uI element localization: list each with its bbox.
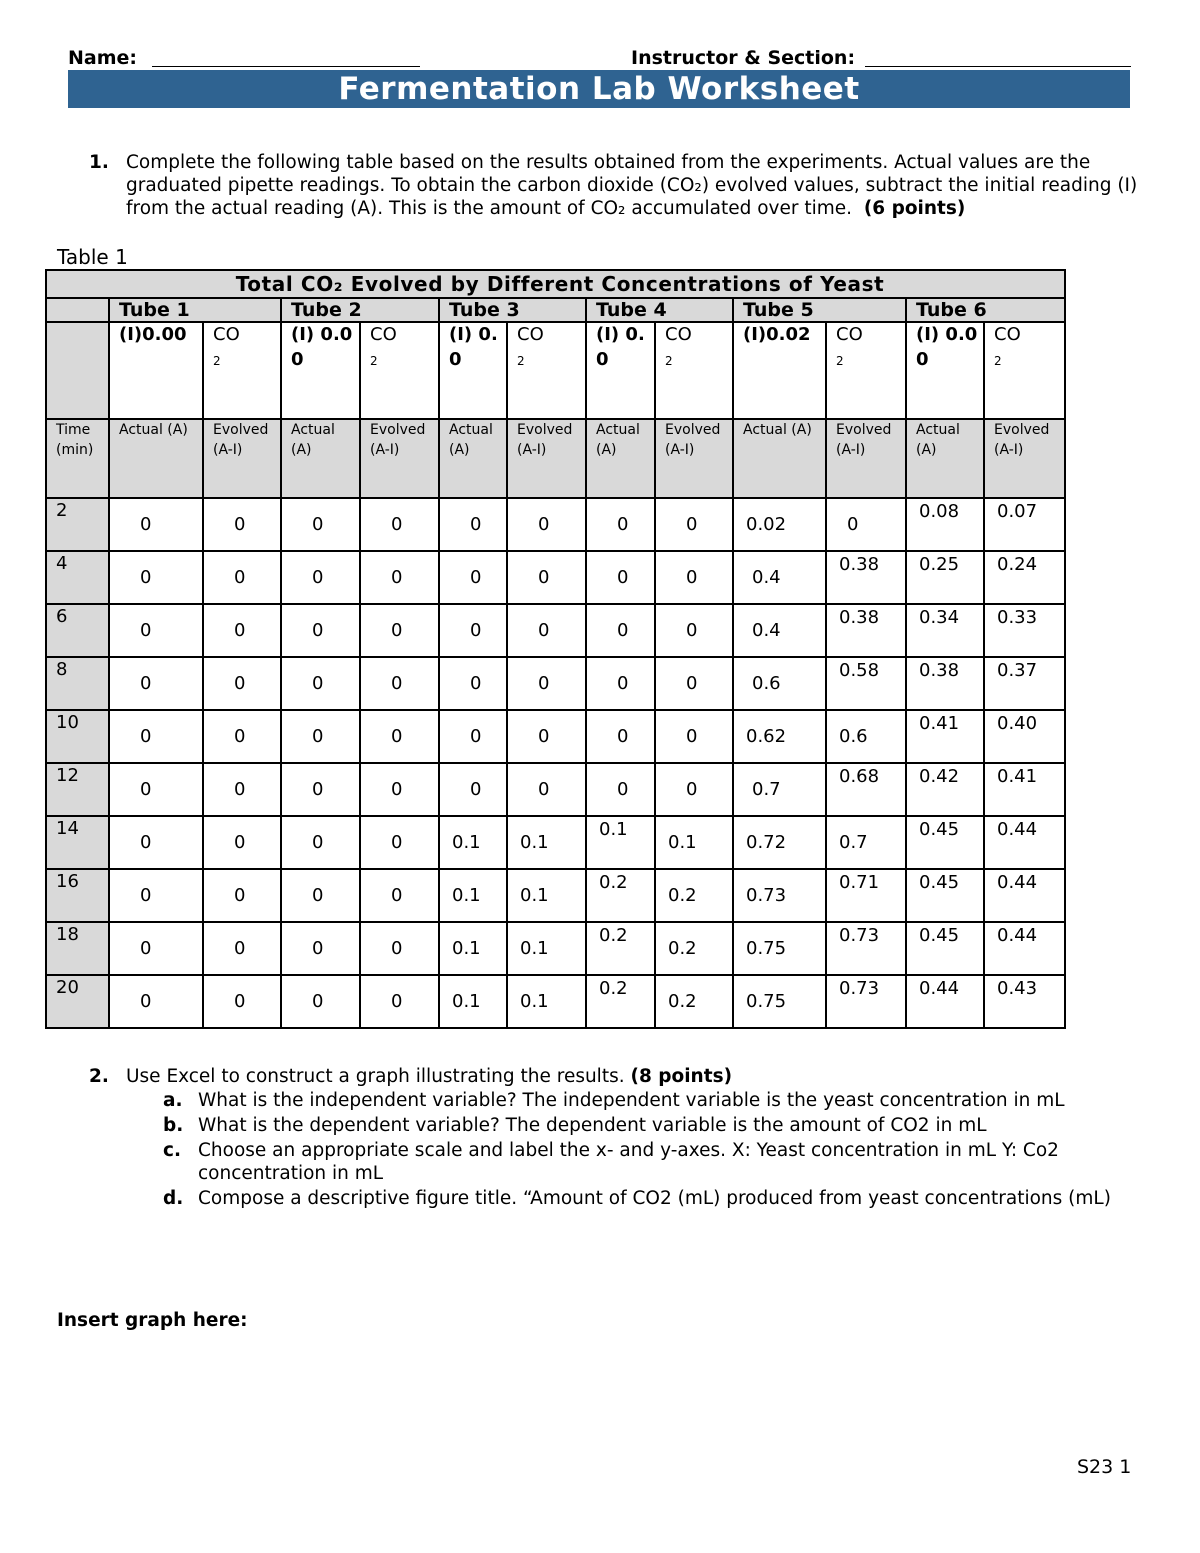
item-letter: d.: [163, 1188, 184, 1209]
value-cell[interactable]: 0.45: [906, 816, 984, 869]
value-cell[interactable]: 0.25: [906, 551, 984, 604]
value-cell[interactable]: 0: [655, 710, 733, 763]
time-cell: 12: [46, 763, 109, 816]
question-1-points: (6 points): [863, 198, 966, 219]
co-label: CO: [994, 324, 1021, 345]
value-cell[interactable]: 0.38: [906, 657, 984, 710]
value-cell[interactable]: 0.42: [906, 763, 984, 816]
time-cell: 18: [46, 922, 109, 975]
value-cell[interactable]: 0.45: [906, 869, 984, 922]
tube-3-co2-header: [507, 322, 586, 419]
tube-header-blank: [46, 298, 109, 322]
co-label: CO: [836, 324, 863, 345]
initial-value: (I)0.02: [743, 324, 811, 345]
header-line: [68, 45, 1130, 69]
tube-5-co2-header: [826, 322, 906, 419]
item-letter: c.: [163, 1140, 181, 1161]
value-cell[interactable]: 0.1: [507, 869, 586, 922]
value-cell[interactable]: 0.73: [826, 922, 906, 975]
value-cell[interactable]: 0.73: [826, 975, 906, 1028]
tube-2-evolved-label: Evolved (A-I): [360, 419, 439, 498]
value-cell[interactable]: 0.07: [984, 498, 1065, 551]
value-cell[interactable]: 0: [203, 922, 281, 975]
value-cell[interactable]: 0.44: [984, 922, 1065, 975]
item-text: Compose a descriptive figure title. “Amount of CO2 (mL) produced from yeast concentrations (mL): [198, 1188, 1111, 1209]
value-cell[interactable]: 0.2: [655, 869, 733, 922]
value-cell[interactable]: 0.75: [733, 975, 826, 1028]
value-cell[interactable]: 0: [109, 869, 203, 922]
value-cell[interactable]: 0: [203, 763, 281, 816]
value-cell[interactable]: 0: [109, 604, 203, 657]
value-cell[interactable]: 0: [826, 498, 906, 551]
tube-6-header: Tube 6: [906, 298, 1065, 322]
value-cell[interactable]: 0: [439, 657, 507, 710]
value-cell[interactable]: 0.62: [733, 710, 826, 763]
table-row: [46, 975, 1065, 1028]
initial-value: (I) 0.00: [916, 324, 978, 370]
value-cell[interactable]: 0: [109, 551, 203, 604]
initial-value: (I)0.00: [119, 324, 187, 345]
value-cell[interactable]: 0: [586, 551, 655, 604]
tube-1-initial: [109, 322, 203, 419]
co-label: CO: [665, 324, 692, 345]
value-cell[interactable]: 0: [360, 710, 439, 763]
value-cell[interactable]: 0: [109, 657, 203, 710]
value-cell[interactable]: 0: [281, 816, 360, 869]
tube-2-header: Tube 2: [281, 298, 439, 322]
tube-2-initial: [281, 322, 360, 419]
value-cell[interactable]: 0.72: [733, 816, 826, 869]
value-cell[interactable]: 0: [203, 551, 281, 604]
value-cell[interactable]: 0: [507, 710, 586, 763]
tube-4-co2-header: [655, 322, 733, 419]
tube-6-actual-label: Actual (A): [906, 419, 984, 498]
value-cell[interactable]: 0: [281, 604, 360, 657]
table-row: [46, 710, 1065, 763]
initial-value: (I) 0.0: [596, 324, 645, 370]
time-cell: 4: [46, 551, 109, 604]
tube-1-evolved-label: Evolved (A-I): [203, 419, 281, 498]
value-cell[interactable]: 0.1: [439, 869, 507, 922]
value-cell[interactable]: 0.1: [507, 922, 586, 975]
question-2-item-a: [163, 1089, 1140, 1112]
value-cell[interactable]: 0.2: [586, 975, 655, 1028]
value-cell[interactable]: 0.4: [733, 604, 826, 657]
value-cell[interactable]: 0.2: [586, 922, 655, 975]
value-cell[interactable]: 0: [586, 763, 655, 816]
item-text: What is the independent variable? The independent variable is the yeast concentration in mL: [198, 1090, 1065, 1111]
tube-1-co2-header: [203, 322, 281, 419]
co-subscript: 2: [836, 353, 844, 368]
value-cell[interactable]: 0.1: [439, 975, 507, 1028]
initial-header-blank: [46, 322, 109, 419]
value-cell[interactable]: 0.73: [733, 869, 826, 922]
value-cell[interactable]: 0: [203, 657, 281, 710]
value-cell[interactable]: 0: [360, 604, 439, 657]
value-cell[interactable]: 0: [360, 657, 439, 710]
value-cell[interactable]: 0: [203, 498, 281, 551]
value-cell[interactable]: 0.1: [439, 922, 507, 975]
value-cell[interactable]: 0: [655, 551, 733, 604]
question-2-points: (8 points): [630, 1066, 733, 1087]
question-2-number: 2.: [89, 1066, 109, 1087]
question-1-text: Complete the following table based on the results obtained from the experiments. Actual values are the graduated pipette readings. To obtain the carbon dioxide (CO₂) evolved values, subtract the initial reading (I) from the actual reading (A). This is the amount of CO₂ accumulated over time.: [126, 152, 1138, 219]
value-cell[interactable]: 0: [109, 922, 203, 975]
co-subscript: 2: [370, 353, 378, 368]
value-cell[interactable]: 0.44: [906, 975, 984, 1028]
instructor-label: Instructor & Section:: [631, 47, 856, 69]
value-cell[interactable]: 0: [109, 816, 203, 869]
value-cell[interactable]: 0: [360, 551, 439, 604]
table-row: [46, 604, 1065, 657]
value-cell[interactable]: 0.4: [733, 551, 826, 604]
value-cell[interactable]: 0: [281, 710, 360, 763]
value-cell[interactable]: 0.02: [733, 498, 826, 551]
tube-3-evolved-label: Evolved (A-I): [507, 419, 586, 498]
question-2-text: Use Excel to construct a graph illustrating the results.: [126, 1066, 625, 1087]
tube-5-header: Tube 5: [733, 298, 906, 322]
time-cell: 6: [46, 604, 109, 657]
value-cell[interactable]: 0.45: [906, 922, 984, 975]
value-cell[interactable]: 0: [281, 869, 360, 922]
time-cell: 20: [46, 975, 109, 1028]
tube-6-initial: [906, 322, 984, 419]
co-label: CO: [370, 324, 397, 345]
value-cell[interactable]: 0: [281, 975, 360, 1028]
value-cell[interactable]: 0: [281, 498, 360, 551]
insert-graph-label: Insert graph here:: [57, 1310, 248, 1331]
time-header: Time (min): [46, 419, 109, 498]
value-cell[interactable]: 0: [655, 657, 733, 710]
value-cell[interactable]: 0: [203, 869, 281, 922]
value-cell[interactable]: 0.6: [826, 710, 906, 763]
value-cell[interactable]: 0: [507, 657, 586, 710]
item-text: Choose an appropriate scale and label the x- and y-axes. X: Yeast concentration in mL Y: Co2 concentration in mL: [198, 1140, 1059, 1184]
tube-1-actual-label: Actual (A): [109, 419, 203, 498]
value-cell[interactable]: 0: [655, 498, 733, 551]
value-cell[interactable]: 0.1: [586, 816, 655, 869]
worksheet-title: Fermentation Lab Worksheet: [68, 70, 1130, 108]
value-cell[interactable]: 0.41: [984, 763, 1065, 816]
value-cell[interactable]: 0: [507, 763, 586, 816]
value-cell[interactable]: 0: [360, 975, 439, 1028]
value-cell[interactable]: 0: [439, 710, 507, 763]
value-cell[interactable]: 0.2: [586, 869, 655, 922]
time-cell: 2: [46, 498, 109, 551]
value-cell[interactable]: 0.44: [984, 869, 1065, 922]
value-cell[interactable]: 0.68: [826, 763, 906, 816]
tube-3-initial: [439, 322, 507, 419]
time-cell: 16: [46, 869, 109, 922]
value-cell[interactable]: 0: [439, 551, 507, 604]
value-cell[interactable]: 0.71: [826, 869, 906, 922]
value-cell[interactable]: 0: [586, 498, 655, 551]
value-cell[interactable]: 0: [109, 710, 203, 763]
initial-value: (I) 0.0: [449, 324, 498, 370]
co-subscript: 2: [213, 353, 221, 368]
value-cell[interactable]: 0.33: [984, 604, 1065, 657]
co2-table: [45, 269, 1066, 1029]
page-code: S23 1: [1077, 1456, 1132, 1478]
tube-4-header: Tube 4: [586, 298, 733, 322]
value-cell[interactable]: 0.34: [906, 604, 984, 657]
item-letter: a.: [163, 1090, 183, 1111]
tube-1-header: Tube 1: [109, 298, 281, 322]
value-cell[interactable]: 0.2: [655, 922, 733, 975]
value-cell[interactable]: 0: [507, 551, 586, 604]
value-cell[interactable]: 0: [507, 604, 586, 657]
name-field[interactable]: [152, 66, 420, 67]
value-cell[interactable]: 0.38: [826, 551, 906, 604]
table-row: [46, 922, 1065, 975]
value-cell[interactable]: 0.38: [826, 604, 906, 657]
value-cell[interactable]: 0: [109, 975, 203, 1028]
value-cell[interactable]: 0: [360, 869, 439, 922]
value-cell[interactable]: 0: [203, 710, 281, 763]
value-cell[interactable]: 0.2: [655, 975, 733, 1028]
value-cell[interactable]: 0: [439, 763, 507, 816]
tube-3-header: Tube 3: [439, 298, 586, 322]
table-row: [46, 816, 1065, 869]
question-2-items: [55, 1089, 1140, 1210]
tube-6-co2-header: [984, 322, 1065, 419]
value-cell[interactable]: 0: [439, 604, 507, 657]
value-cell[interactable]: 0: [586, 710, 655, 763]
tube-2-actual-label: Actual (A): [281, 419, 360, 498]
value-cell[interactable]: 0: [109, 498, 203, 551]
value-cell[interactable]: 0: [360, 922, 439, 975]
item-letter: b.: [163, 1115, 184, 1136]
value-cell[interactable]: 0.40: [984, 710, 1065, 763]
value-cell[interactable]: 0: [655, 763, 733, 816]
tube-5-evolved-label: Evolved (A-I): [826, 419, 906, 498]
value-cell[interactable]: 0: [109, 763, 203, 816]
value-cell[interactable]: 0: [507, 498, 586, 551]
value-cell[interactable]: 0.44: [984, 816, 1065, 869]
instructor-field[interactable]: [865, 66, 1131, 67]
question-2-item-c: [163, 1139, 1140, 1185]
value-cell[interactable]: 0: [281, 657, 360, 710]
table-row: [46, 869, 1065, 922]
tube-6-evolved-label: Evolved (A-I): [984, 419, 1065, 498]
item-text: What is the dependent variable? The dependent variable is the amount of CO2 in mL: [198, 1115, 987, 1136]
time-cell: 8: [46, 657, 109, 710]
tube-4-actual-label: Actual (A): [586, 419, 655, 498]
value-cell[interactable]: 0: [439, 498, 507, 551]
time-cell: 14: [46, 816, 109, 869]
co-subscript: 2: [994, 353, 1002, 368]
value-cell[interactable]: 0: [360, 816, 439, 869]
value-cell[interactable]: 0: [281, 922, 360, 975]
value-cell[interactable]: 0.7: [733, 763, 826, 816]
initial-value: (I) 0.00: [291, 324, 353, 370]
time-cell: 10: [46, 710, 109, 763]
value-cell[interactable]: 0: [281, 551, 360, 604]
value-cell[interactable]: 0: [203, 816, 281, 869]
table-row: [46, 551, 1065, 604]
value-cell[interactable]: 0: [203, 975, 281, 1028]
value-cell[interactable]: 0: [360, 763, 439, 816]
table-row: [46, 498, 1065, 551]
co-label: CO: [213, 324, 240, 345]
tube-4-evolved-label: Evolved (A-I): [655, 419, 733, 498]
value-cell[interactable]: 0.1: [439, 816, 507, 869]
value-cell[interactable]: 0: [586, 604, 655, 657]
co-subscript: 2: [517, 353, 525, 368]
value-cell[interactable]: 0: [281, 763, 360, 816]
value-cell[interactable]: 0: [586, 657, 655, 710]
value-cell[interactable]: 0.43: [984, 975, 1065, 1028]
co-label: CO: [517, 324, 544, 345]
tube-3-actual-label: Actual (A): [439, 419, 507, 498]
tube-5-initial: [733, 322, 826, 419]
table-title: Total CO₂ Evolved by Different Concentrations of Yeast: [46, 270, 1065, 298]
question-2-item-b: [163, 1114, 1140, 1137]
value-cell[interactable]: 0.1: [507, 975, 586, 1028]
tube-2-co2-header: [360, 322, 439, 419]
question-2-item-d: [163, 1187, 1140, 1210]
value-cell[interactable]: 0: [360, 498, 439, 551]
table-row: [46, 763, 1065, 816]
value-cell[interactable]: 0.7: [826, 816, 906, 869]
value-cell[interactable]: 0.37: [984, 657, 1065, 710]
value-cell[interactable]: 0: [655, 604, 733, 657]
value-cell[interactable]: 0.24: [984, 551, 1065, 604]
value-cell[interactable]: 0.6: [733, 657, 826, 710]
value-cell[interactable]: 0.58: [826, 657, 906, 710]
tube-4-initial: [586, 322, 655, 419]
value-cell[interactable]: 0.1: [507, 816, 586, 869]
table-caption: Table 1: [57, 245, 128, 269]
value-cell[interactable]: 0.1: [655, 816, 733, 869]
question-2: [89, 1065, 1139, 1088]
value-cell[interactable]: 0.41: [906, 710, 984, 763]
value-cell[interactable]: 0: [203, 604, 281, 657]
question-1: [89, 151, 1139, 220]
name-label: Name:: [68, 47, 138, 69]
tube-5-actual-label: Actual (A): [733, 419, 826, 498]
value-cell[interactable]: 0.08: [906, 498, 984, 551]
value-cell[interactable]: 0.75: [733, 922, 826, 975]
question-1-number: 1.: [89, 152, 109, 173]
co-subscript: 2: [665, 353, 673, 368]
table-row: [46, 657, 1065, 710]
